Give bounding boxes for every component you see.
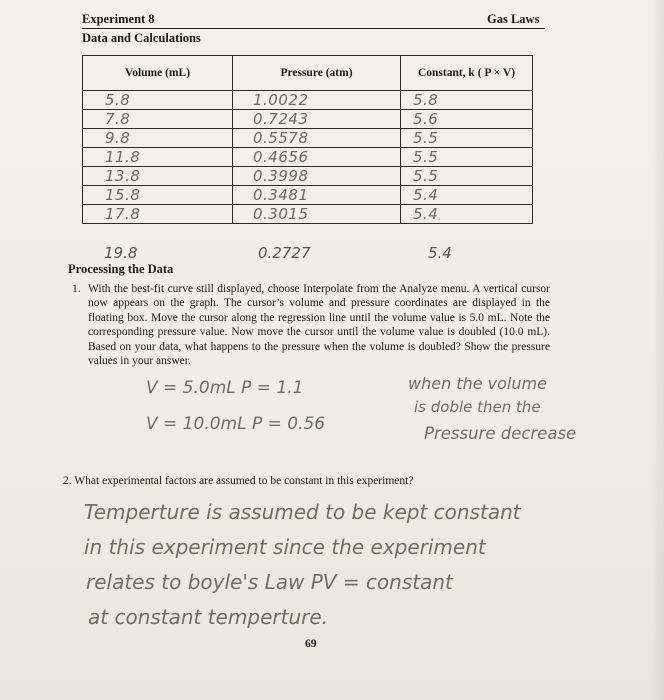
table-row — [83, 110, 533, 129]
constant-cell: 5.5 — [401, 129, 533, 148]
volume-cell: 17.8 — [83, 205, 233, 224]
volume-cell: 11.8 — [83, 148, 233, 167]
question-1-text: With the best-fit curve still displayed, choose Interpolate from the Analyze menu. A vertical cursor now appears on the graph. The cursor’s volume and pressure coordinates are displayed in the floating box. Move the cursor along the regression line until the volume value is 5.0 mL. Note the corresponding pressure value. Now move the cursor until the volume value is doubled (10.0 mL). Based on your data, what happens to the pressure when the volume is doubled? Show the pressure values in your answer. — [88, 283, 550, 368]
table-row — [83, 186, 533, 205]
pressure-cell: 0.7243 — [233, 110, 401, 129]
page-number: 69 — [305, 638, 317, 650]
table-row — [83, 148, 533, 167]
table-row — [83, 205, 533, 224]
constant-cell: 5.5 — [401, 167, 533, 186]
constant-cell: 5.4 — [401, 205, 533, 224]
volume-cell: 13.8 — [83, 167, 233, 186]
answer-2-line-4: at constant temperture. — [88, 605, 329, 629]
constant-cell: 5.6 — [401, 110, 533, 129]
constant-cell: 5.8 — [401, 91, 533, 110]
question-1-number: 1. — [72, 283, 81, 295]
pressure-cell: 0.3015 — [233, 205, 401, 224]
extra-pressure-value: 0.2727 — [258, 244, 311, 262]
pressure-cell: 0.3481 — [233, 186, 401, 205]
answer-1-note-2: is doble then the — [414, 398, 541, 416]
answer-2-line-1: Temperture is assumed to be kept constant — [84, 500, 521, 524]
question-2-text: 2. What experimental factors are assumed to be constant in this experiment? — [63, 475, 414, 487]
extra-volume-value: 19.8 — [104, 244, 138, 262]
data-table — [82, 55, 533, 224]
page-edge-shadow — [650, 0, 664, 700]
answer-2-line-3: relates to boyle's Law PV = constant — [86, 570, 453, 594]
constant-cell: 5.4 — [401, 186, 533, 205]
pressure-cell: 0.5578 — [233, 129, 401, 148]
table-row — [83, 91, 533, 110]
column-header-constant: Constant, k ( P × V) — [401, 56, 533, 91]
topic-title: Gas Laws — [487, 12, 540, 26]
volume-cell: 9.8 — [83, 129, 233, 148]
pressure-cell: 0.4656 — [233, 148, 401, 167]
answer-1-line-2: V = 10.0mL P = 0.56 — [146, 414, 326, 434]
table-row — [83, 129, 533, 148]
volume-cell: 5.8 — [83, 91, 233, 110]
header-rule — [82, 28, 545, 29]
section-subtitle: Data and Calculations — [82, 31, 201, 45]
volume-cell: 7.8 — [83, 110, 233, 129]
answer-1-note-1: when the volume — [408, 374, 547, 393]
table-row — [83, 167, 533, 186]
processing-title: Processing the Data — [68, 262, 174, 276]
volume-cell: 15.8 — [83, 186, 233, 205]
answer-2-line-2: in this experiment since the experiment — [84, 535, 486, 559]
answer-1-note-3: Pressure decrease — [424, 424, 577, 443]
extra-constant-value: 5.4 — [428, 244, 452, 262]
constant-cell: 5.5 — [401, 148, 533, 167]
answer-1-line-1: V = 5.0mL P = 1.1 — [146, 378, 304, 398]
table-header-row — [83, 56, 533, 91]
pressure-cell: 0.3998 — [233, 167, 401, 186]
column-header-volume: Volume (mL) — [83, 56, 233, 91]
column-header-pressure: Pressure (atm) — [233, 56, 401, 91]
pressure-cell: 1.0022 — [233, 91, 401, 110]
experiment-title: Experiment 8 — [82, 12, 155, 26]
